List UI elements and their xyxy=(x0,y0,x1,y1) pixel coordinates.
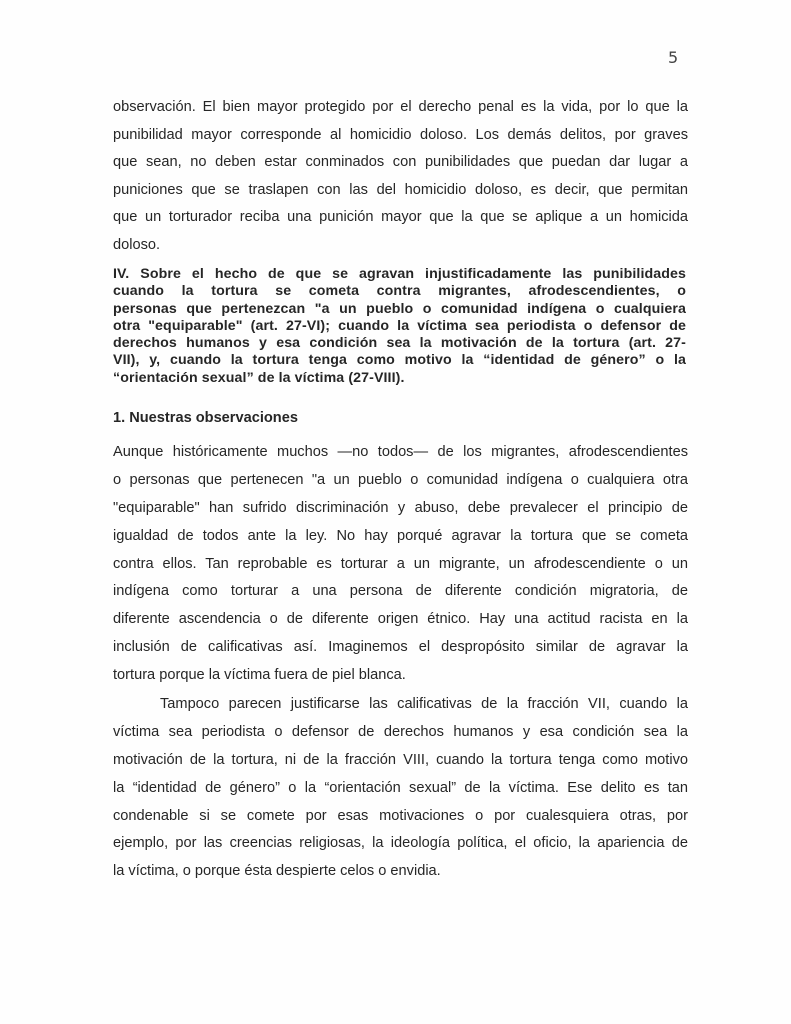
paragraph-line: punibilidad mayor corresponde al homicidio doloso. Los demás delitos, por graves xyxy=(113,126,688,143)
heading-line: “orientación sexual” de la víctima (27-VIII). xyxy=(113,369,405,386)
page-number: 5 xyxy=(668,48,679,67)
paragraph-line: inclusión de calificativas así. Imaginemos el despropósito similar de agravar la xyxy=(113,639,688,656)
paragraph-line: puniciones que se traslapen con las del homicidio doloso, es decir, que permitan xyxy=(113,181,688,198)
paragraph-line: motivación de la tortura, ni de la fracción VIII, cuando la tortura tenga como motivo xyxy=(113,751,688,768)
heading-line: personas que pertenezcan "a un pueblo o comunidad indígena o cualquiera xyxy=(113,300,686,317)
paragraph-line: "equiparable" han sufrido discriminación y abuso, debe prevalecer el principio de xyxy=(113,499,688,516)
paragraph-line: observación. El bien mayor protegido por el derecho penal es la vida, por lo que la xyxy=(113,99,688,115)
paragraph-line: indígena como torturar a una persona de diferente condición migratoria, de xyxy=(113,583,688,600)
subheading-observations: 1. Nuestras observaciones xyxy=(113,410,298,426)
section-heading-iv xyxy=(113,266,686,387)
heading-line: cuando la tortura se cometa contra migrantes, afrodescendientes, o xyxy=(113,283,686,300)
heading-line: VII), y, cuando la tortura tenga como motivo la “identidad de género” o la xyxy=(113,352,686,369)
paragraph-line: o personas que pertenecen "a un pueblo o comunidad indígena o cualquiera otra xyxy=(113,471,688,488)
paragraph-line: que un torturador reciba una punición mayor que la que se aplique a un homicida xyxy=(113,209,688,226)
heading-line: derechos humanos y esa condición sea la motivación de la tortura (art. 27- xyxy=(113,335,686,352)
paragraph-3 xyxy=(113,691,688,886)
heading-line: otra "equiparable" (art. 27-VI); cuando la víctima sea periodista o defensor de xyxy=(113,317,686,334)
paragraph-line: la “identidad de género” o la “orientación sexual” de la víctima. Ese delito es tan xyxy=(113,779,688,796)
paragraph-line: tortura porque la víctima fuera de piel blanca. xyxy=(113,667,406,684)
paragraph-line: condenable si se comete por esas motivaciones o por cualesquiera otras, por xyxy=(113,807,688,824)
paragraph-line: que sean, no deben estar conminados con punibilidades que puedan dar lugar a xyxy=(113,154,688,171)
paragraph-line: la víctima, o porque ésta despierte celos o envidia. xyxy=(113,863,441,880)
paragraph-2 xyxy=(113,439,688,690)
paragraph-line: diferente ascendencia o de diferente origen étnico. Hay una actitud racista en la xyxy=(113,611,688,628)
paragraph-line: víctima sea periodista o defensor de derechos humanos y esa condición sea la xyxy=(113,723,688,740)
paragraph-line: doloso. xyxy=(113,236,161,253)
paragraph-line: Aunque históricamente muchos —no todos— de los migrantes, afrodescendientes xyxy=(113,444,688,460)
paragraph-line: contra ellos. Tan reprobable es torturar a un migrante, un afrodescendiente o un xyxy=(113,555,688,572)
heading-line: IV. Sobre el hecho de que se agravan injustificadamente las punibilidades xyxy=(113,266,686,282)
paragraph-1 xyxy=(113,94,688,260)
paragraph-line: ejemplo, por las creencias religiosas, la ideología política, el oficio, la apariencia de xyxy=(113,835,688,852)
paragraph-line: Tampoco parecen justificarse las calificativas de la fracción VII, cuando la xyxy=(160,696,688,712)
paragraph-line: igualdad de todos ante la ley. No hay porqué agravar la tortura que se cometa xyxy=(113,527,688,544)
